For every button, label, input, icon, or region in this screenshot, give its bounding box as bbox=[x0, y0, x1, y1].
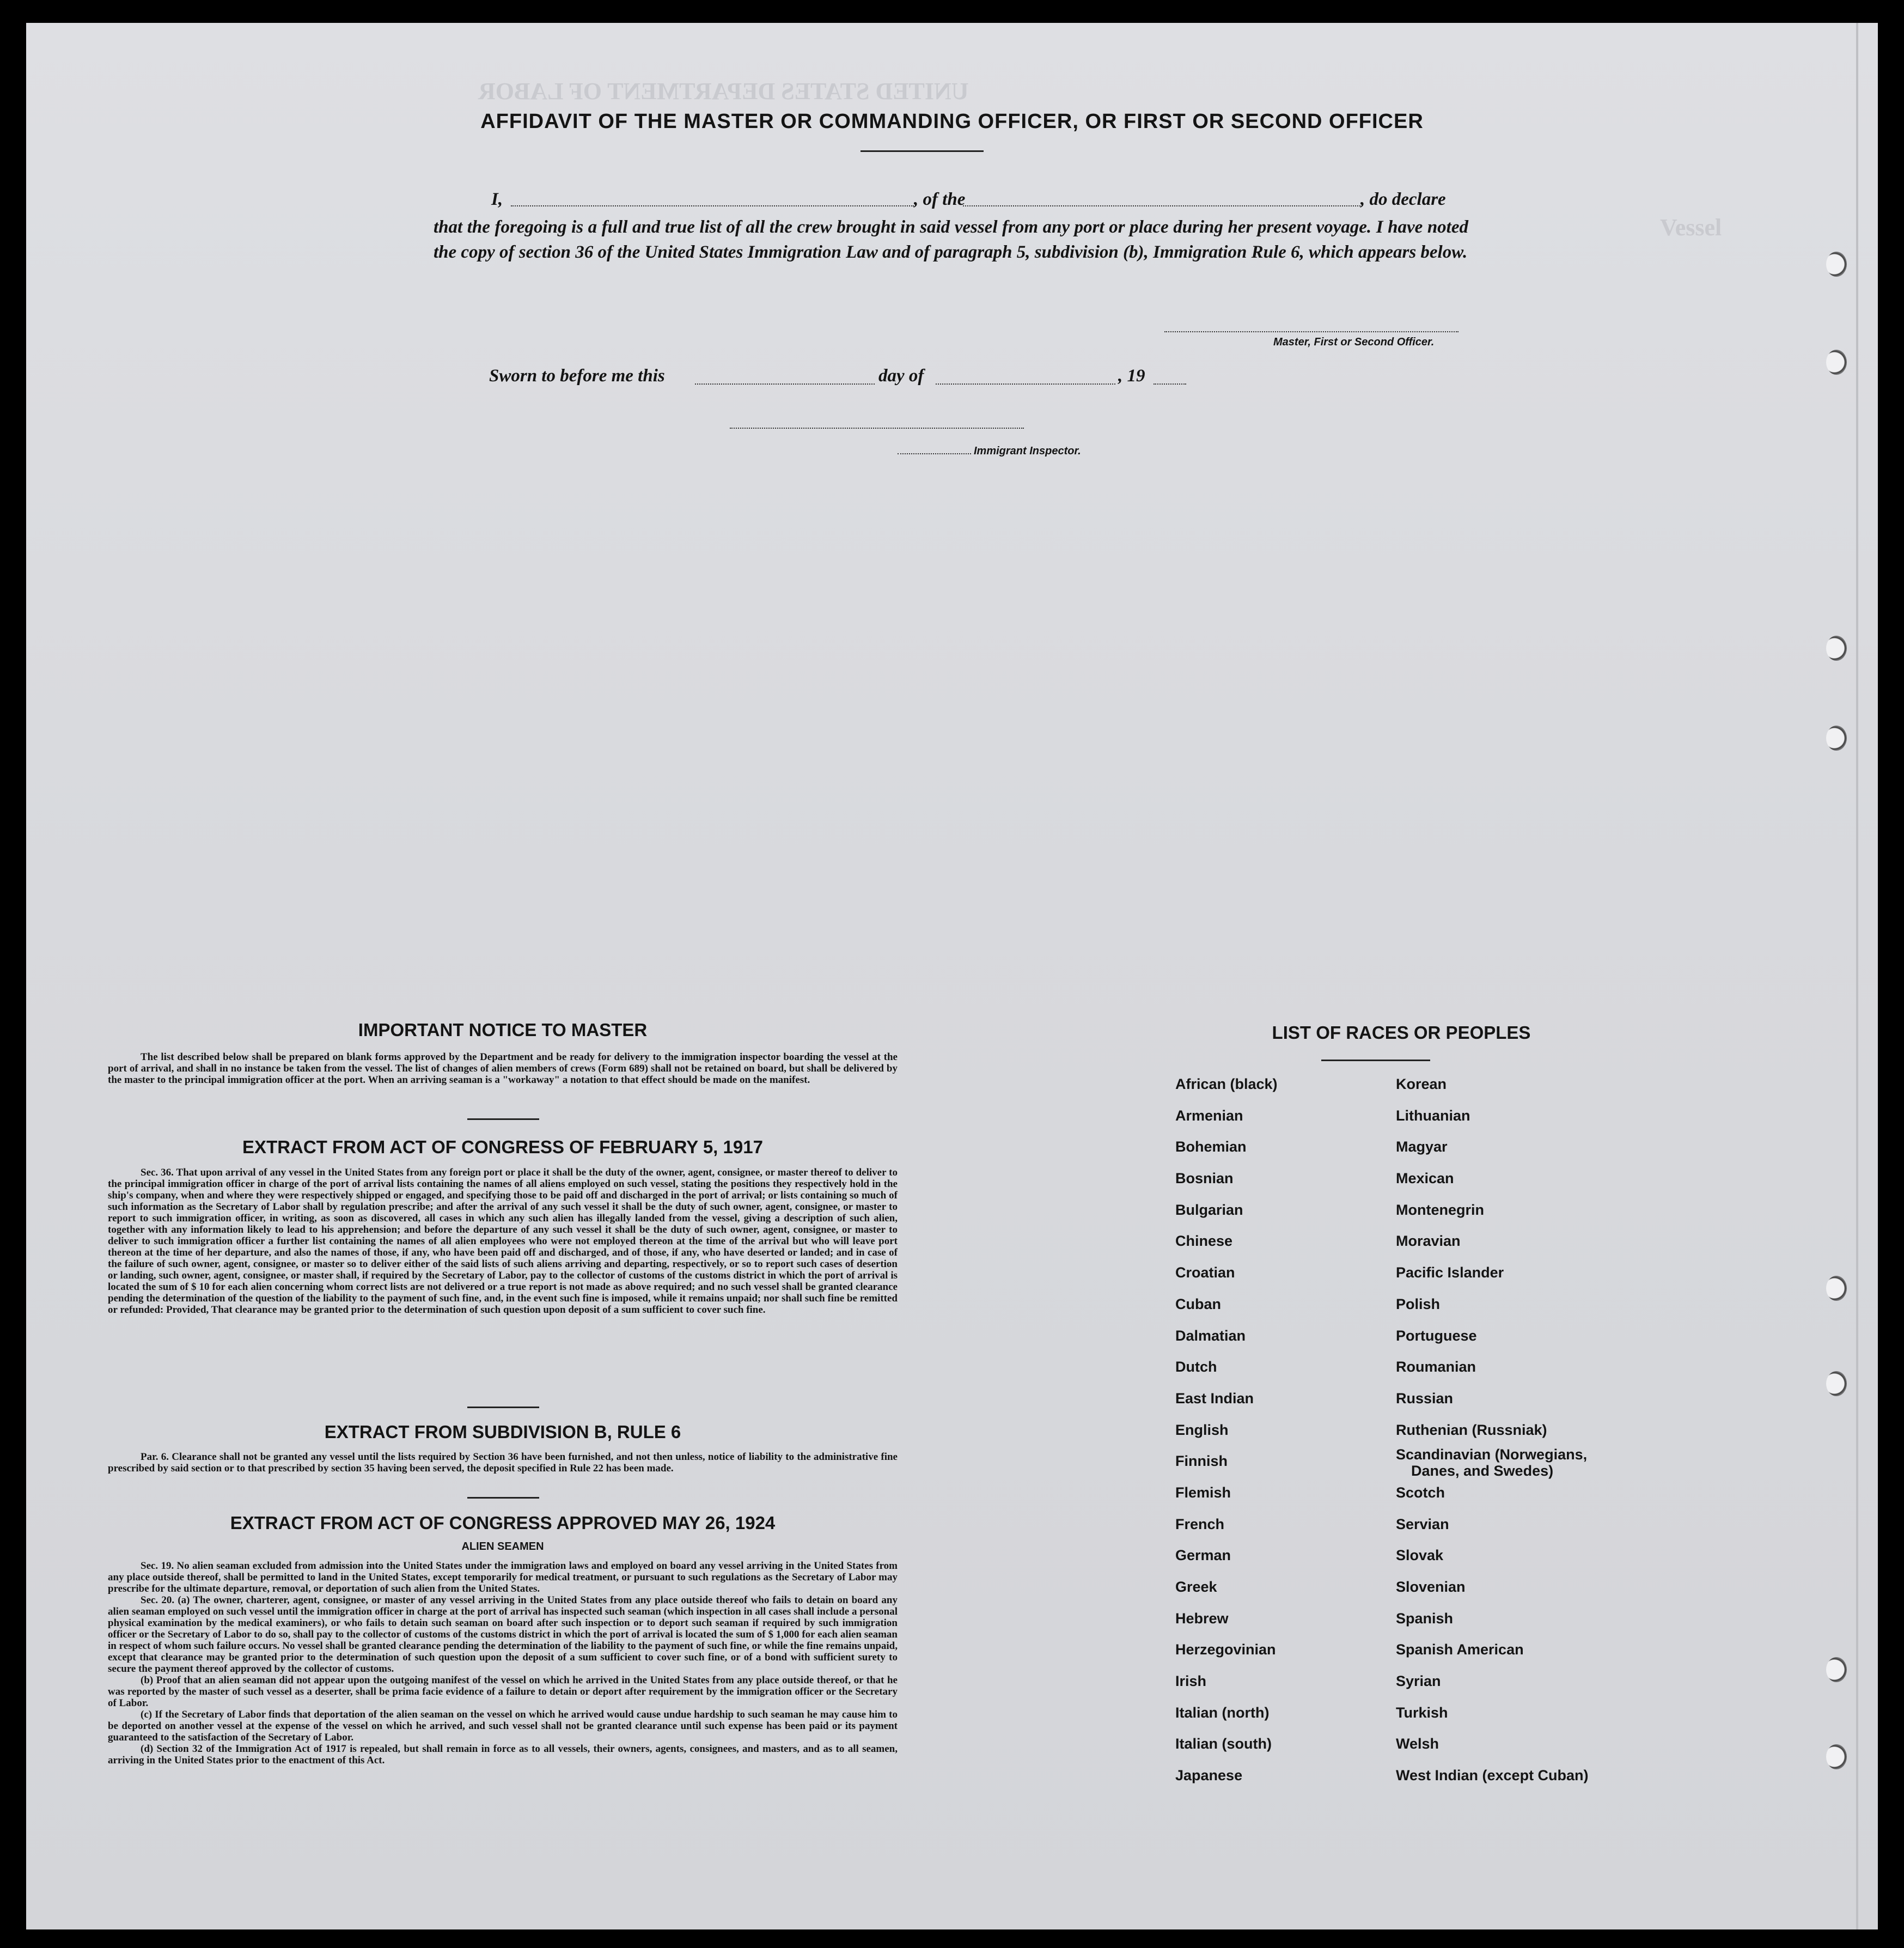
list-item: Irish bbox=[1175, 1673, 1207, 1690]
list-item bbox=[1175, 1799, 1393, 1830]
punch-hole bbox=[1826, 1657, 1847, 1682]
list-item: Portuguese bbox=[1396, 1327, 1477, 1344]
list-item: Syrian bbox=[1396, 1673, 1441, 1690]
list-item: Finnish bbox=[1175, 1453, 1228, 1470]
affidavit-title: AFFIDAVIT OF THE MASTER OR COMMANDING OFFICER, OR FIRST OR SECOND OFFICER bbox=[480, 110, 1424, 133]
name-blank[interactable] bbox=[511, 205, 914, 206]
list-item: Hebrew bbox=[1175, 1610, 1229, 1627]
list-item: Croatian bbox=[1175, 1264, 1235, 1281]
punch-hole bbox=[1826, 252, 1847, 277]
list-item: Herzegovinian bbox=[1175, 1641, 1276, 1658]
races-column-left bbox=[1175, 1076, 1393, 1830]
list-item: Korean bbox=[1396, 1076, 1447, 1092]
punch-hole bbox=[1826, 350, 1847, 375]
extract-1924-title: EXTRACT FROM ACT OF CONGRESS APPROVED MAY 26, 1924 bbox=[230, 1513, 776, 1533]
list-item: Magyar bbox=[1396, 1139, 1448, 1155]
divider bbox=[467, 1497, 539, 1499]
title-underline bbox=[861, 150, 984, 152]
list-item: Turkish bbox=[1396, 1704, 1448, 1721]
rule6-title: EXTRACT FROM SUBDIVISION B, RULE 6 bbox=[324, 1422, 681, 1442]
list-item: Mexican bbox=[1396, 1170, 1454, 1187]
sworn-line: Sworn to before me this bbox=[489, 366, 665, 386]
list-item: Dutch bbox=[1175, 1359, 1217, 1375]
list-item: Bohemian bbox=[1175, 1139, 1247, 1155]
inspector-signature-line[interactable] bbox=[730, 428, 1024, 429]
list-item: Servian bbox=[1396, 1515, 1449, 1532]
list-item bbox=[1396, 1799, 1614, 1830]
list-item: Lithuanian bbox=[1396, 1107, 1470, 1124]
rule6-text: Par. 6. Clearance shall not be granted any vessel until the lists required by Section 36 have been furnished, and not then unless, notice of liability to the administrative fine prescribed by said section or to that prescribed by section 35 having been served, the deposit specified in Rule 22 has been made. bbox=[108, 1451, 898, 1474]
list-item: Slovak bbox=[1396, 1547, 1444, 1564]
inspector-label: Immigrant Inspector. bbox=[974, 445, 1081, 457]
list-item: Spanish bbox=[1396, 1610, 1454, 1627]
divider bbox=[467, 1407, 539, 1408]
list-item: French bbox=[1175, 1515, 1225, 1532]
punch-hole bbox=[1826, 1276, 1847, 1301]
list-item: English bbox=[1175, 1421, 1229, 1438]
alien-seamen-subhead: ALIEN SEAMEN bbox=[461, 1541, 544, 1553]
bleed-through-text: Vessel bbox=[1660, 214, 1722, 241]
list-item: Chinese bbox=[1175, 1233, 1233, 1250]
list-item: Montenegrin bbox=[1396, 1201, 1484, 1218]
punch-hole bbox=[1826, 726, 1847, 751]
sworn-year-blank[interactable] bbox=[1154, 383, 1186, 385]
sworn-month-blank[interactable] bbox=[936, 383, 1115, 385]
extract-1917-title: EXTRACT FROM ACT OF CONGRESS OF FEBRUARY 5, 1917 bbox=[242, 1137, 763, 1157]
master-signature-line[interactable] bbox=[1164, 331, 1458, 332]
divider bbox=[467, 1118, 539, 1120]
notice-title: IMPORTANT NOTICE TO MASTER bbox=[358, 1020, 648, 1040]
list-item: Spanish American bbox=[1396, 1641, 1524, 1658]
list-item: Bulgarian bbox=[1175, 1201, 1243, 1218]
list-item: Scandinavian (Norwegians, Danes, and Swedes) bbox=[1396, 1446, 1588, 1480]
extract-1917-text: Sec. 36. That upon arrival of any vessel in the United States from any foreign port or place it shall be the duty of the owner, agent, consignee, or master thereof to deliver to the principal immigration officer in charge of the port of arrival lists containing the names of all aliens employed on such vessel, stating the positions they respectively hold in the ship's company, when and where they were respectively shipped or engaged, and specifying those to be paid off and discharged in the port of arrival; or lists containing so much of such information as the Secretary of Labor shall by regulation prescribe; and after the arrival of any such vessel it shall be the duty of such owner, agent, consignee, or master to report to such immigration officer, in writing, as soon as discovered, all cases in which any such alien has illegally landed from the vessel, giving a description of such alien, together with any information likely to lead to his apprehension; and before the departure of any such vessel it shall be the duty of such owner, agent, consignee, or master to deliver to such immigration officer a further list containing the names of all alien employees who were not employed thereon at the time of the arrival but who will leave port thereon at the time of her departure, and also the names of those, if any, who have been paid off and discharged, and of those, if any, who have deserted or landed; and in case of the failure of such owner, agent, consignee, or master so to deliver either of the said lists of such aliens arriving and departing, respectively, or so to report such cases of desertion or landing, such owner, agent, consignee, or master shall, if required by the Secretary of Labor, pay to the collector of customs of the customs district in which the port of arrival is located the sum of $ 10 for each alien concerning whom correct lists are not delivered or a true report is not made as above required; and no such vessel shall be granted clearance pending the determination of the question of the liability to the payment of such fine, and, in the event such fine is imposed, while it remains unpaid; nor shall such fine be remitted or refunded: Provided, That clearance may be granted prior to the determination of such question upon deposit of a sum sufficient to cover such fine. bbox=[108, 1167, 898, 1316]
sworn-day-blank[interactable] bbox=[695, 383, 875, 385]
punch-hole bbox=[1826, 1371, 1847, 1396]
races-title: LIST OF RACES OR PEOPLES bbox=[1272, 1022, 1531, 1043]
list-item: Moravian bbox=[1396, 1233, 1461, 1250]
list-item: West Indian (except Cuban) bbox=[1396, 1767, 1589, 1784]
list-item: Cuban bbox=[1175, 1295, 1221, 1312]
races-underline bbox=[1321, 1060, 1430, 1061]
bleed-through-text: UNITED STATES DEPARTMENT OF LABOR bbox=[478, 78, 969, 105]
list-item: Bosnian bbox=[1175, 1170, 1234, 1187]
affidavit-statement: that the foregoing is a full and true list of all the crew brought in said vessel from any port or place during her present voyage. I have noted the copy of section 36 of the United States Immigration Law and of paragraph 5, subdivision (b), Immigration Rule 6, which appears below. bbox=[434, 217, 1468, 262]
list-item: Flemish bbox=[1175, 1484, 1231, 1501]
notice-text: The list described below shall be prepared on blank forms approved by the Department and be ready for delivery to the immigration inspector boarding the vessel at the port of arrival, and shall in no instance be taken from the vessel. The list of changes of alien members of crews (Form 689) shall not be retained on board, but shall be delivered by the master to the principal immigration officer at the port. When an arriving seaman is a "workaway" a notation to that effect should be made on the manifest. bbox=[108, 1051, 898, 1086]
list-item: Polish bbox=[1396, 1295, 1441, 1312]
list-item: Italian (south) bbox=[1175, 1736, 1272, 1752]
list-item: East Indian bbox=[1175, 1390, 1254, 1407]
list-item: African (black) bbox=[1175, 1076, 1278, 1092]
punch-hole bbox=[1826, 636, 1847, 661]
page-edge-line bbox=[1856, 23, 1858, 1929]
races-column-right bbox=[1396, 1076, 1614, 1830]
list-item: Italian (north) bbox=[1175, 1704, 1270, 1721]
extract-1924-text: Sec. 19. No alien seaman excluded from admission into the United States under the immigration laws and employed on board any vessel arriving in the United States from any place outside thereof, shall be permitted to land in the United States, except temporarily for medical treatment, or pursuant to such regulations as the Secretary of Labor may prescribe for the ultimate departure, removal, or deportation of such alien from the United States. Sec. 20. (a) The owner, charterer, agent, consignee, or master of any vessel arriving in the United States from any place outside thereof who fails to detain on board any alien seaman employed on such vessel until the immigration officer in charge at the port of arrival has inspected such seaman (which inspection in all cases shall include a personal physical examination by the medical examiners), or who fails to detain such seaman on board after such inspection or to deport such seaman if required by such immigration officer or the Secretary of Labor to do so, shall pay to the collector of customs of the customs district in which the port of arrival is located the sum of $ 1,000 for each alien seaman in respect of whom such failure occurs. No vessel shall be granted clearance pending the determination of the liability to the payment of such fine, or while the fine remains unpaid, except that clearance may be granted prior to the determination of such question upon the deposit of a sum sufficient to cover such fine, or of a bond with sufficient surety to secure the payment thereof approved by the collector of customs. (b) Proof that an alien seaman did not appear upon the outgoing manifest of the vessel on which he arrived in the United States from any place outside thereof, or that he was reported by the master of such vessel as a deserter, shall be prima facie evidence of a failure to detain or deport after requirement by the immigration officer or the Secretary of Labor. (c) If the Secretary of Labor finds that deportation of the alien seaman on the vessel on which he arrived would cause undue hardship to such seaman he may cause him to be deported on another vessel at the expense of the vessel on which he arrived, and such vessel shall not be granted clearance until such expense has been paid or its payment guaranteed to the satisfaction of the Secretary of Labor. (d) Section 32 of the Immigration Act of 1917 is repealed, but shall remain in force as to all vessels, their owners, agents, consignees, and masters, and as to all seamen, arriving in the United States prior to the enactment of this Act. bbox=[108, 1560, 898, 1766]
list-item: Scotch bbox=[1396, 1484, 1445, 1501]
list-item: Roumanian bbox=[1396, 1359, 1476, 1375]
list-item: Slovenian bbox=[1396, 1579, 1466, 1595]
vessel-blank[interactable] bbox=[963, 205, 1360, 206]
list-item: Russian bbox=[1396, 1390, 1454, 1407]
list-item: Greek bbox=[1175, 1579, 1217, 1595]
manifest-page: UNITED STATES DEPARTMENT OF LABOR Vessel AFFIDAVIT OF THE MASTER OR COMMANDING OFFICER, OR FIRST OR SECOND OFFICER I, , of the , do declare that the foregoing is a full and true list of all the crew brought in said vessel from any port or place during her present voyage. I have noted the copy of section 36 of the United States Immigration Law and of paragraph 5, subdivision (b), Immigration Rule 6, which appears below. Master, First or Second Officer. Sworn to before me this day of , 19 Immigrant Inspector. IMPORTANT NOTICE TO MASTER The list described below shall be prepared on blank forms approved by the Department and be ready for delivery to the immigration inspector boarding the vessel at the port of arrival, and shall in no instance be taken from the vessel. The list of changes of alien members of crews (Form 689) shall not be retained on board, but shall be delivered by the master to the principal immigration officer at the port. When an arriving seaman is a "workaway" a notation to that effect should be made on the manifest. EXTRACT FROM ACT OF CONGRESS OF FEBRUARY 5, 1917 Sec. 36. That upon arrival of any vessel in the United States from any foreign port or place it shall be the duty of the owner, agent, consignee, or master thereof to deliver to the principal immigration officer in charge of the port of arrival lists containing the names of all aliens employed on such vessel, stating the positions they respectively hold in the ship's company, when and where they were respectively shipped or engaged, and specifying those to be paid off and discharged in the port of arrival; or lists containing so much of such information as the Secretary of Labor shall by regulation prescribe; and after the arrival of any such vessel it shall be the duty of such owner, agent, consignee, or master to report to such immigration officer, in writing, as soon as discovered, all cases in which any such alien has illegally landed from the vessel, giving a description of such alien, together with any information likely to lead to his apprehension; and before the departure of any such vessel it shall be the duty of such owner, agent, consignee, or master to deliver to such immigration officer a further list containing the names of all alien employees who were not employed thereon at the time of the arrival but who will leave port thereon at the time of her departure, and also the names of those, if any, who have been paid off and discharged, and of those, if any, who have deserted or landed; and in case of the failure of such owner, agent, consignee, or master so to deliver either of the said lists of such aliens arriving and departing, respectively, or so to report such cases of desertion or landing, such owner, agent, consignee, or master shall, if required by the Secretary of Labor, pay to the collector of customs of the customs district in which the port of arrival is located the sum of $ 10 for each alien concerning whom correct lists are not delivered or a true report is not made as above required; and no such vessel shall be granted clearance pending the determination of the question of the liability to the payment of such fine, and, in the event such fine is imposed, while it remains unpaid; nor shall such fine be remitted or refunded: Provided, That clearance may be granted prior to the determination of such question upon deposit of a sum sufficient to cover such fine. EXTRACT FROM SUBDIVISION B, RULE 6 Par. 6. Clearance shall not be granted any vessel until the lists required by Section 36 have been furnished, and not then unless, notice of liability to the administrative fine prescribed by said section or to that prescribed by section 35 having been served, the deposit specified in Rule 22 has been made. EXTRACT FROM ACT OF CONGRESS APPROVED MAY 26, 1924 ALIEN SEAMEN Sec. 19. No alien seaman excluded from admission into the United States under the immigration laws and employed on board any vessel arriving in the United States from any place outside thereof, shall be permitted to land in the United States, except temporarily for medical treatment, or pursuant to such regulations as the Secretary of Labor may prescribe for the ultimate departure, removal, or deportation of such alien from the United States. Sec. 20. (a) The owner, charterer, agent, consignee, or master of any vessel arriving in the United States from any place outside thereof who fails to detain on board any alien seaman employed on such vessel until the immigration officer in charge at the port of arrival has inspected such seaman (which inspection in all cases shall include a personal physical examination by the medical examiners), or who fails to detain such seaman on board after such inspection or to deport such seaman if required by such immigration officer or the Secretary of Labor to do so, shall pay to the collector of customs of the customs district in which the port of arrival is located the sum of $ 1,000 for each alien seaman in respect of whom such failure occurs. No vessel shall be granted clearance pending the determination of the liability to the payment of such fine, or while the fine remains unpaid, except that clearance may be granted prior to the determination of such question upon the deposit of a sum sufficient to cover such fine, or of a bond with sufficient surety to secure the payment thereof approved by the collector of customs. (b) Proof that an alien seaman did not appear upon the outgoing manifest of the vessel on which he arrived in the United States from any place outside thereof, or that he was reported by the master of such vessel as a deserter, shall be prima facie evidence of a failure to detain or deport after requirement by the immigration officer or the Secretary of Labor. (c) If the Secretary of Labor finds that deportation of the alien seaman on the vessel on which he arrived would cause undue hardship to such seaman he may cause him to be deported on another vessel at the expense of the vessel on which he arrived, and such vessel shall not be granted clearance until such expense has been paid or its payment guaranteed to the satisfaction of the Secretary of Labor. (d) Section 32 of the Immigration Act of 1917 is repealed, but shall remain in force as to all vessels, their owners, agents, consignees, and masters, and as to all seamen, arriving in the United States prior to the enactment of this Act. LIST OF RACES OR PEOPLES African (black) Armenian Bohemian Bosnian Bulgarian Chinese Croatian Cuban Dalmatian Dutch East Indian English Finnish Flemish French German Greek Hebrew Herzegovinian Irish Italian (north) Italian (south) Japanese Korean Lithuanian Magyar Mexican Montenegrin Moravian Pacific Islander Polish Portuguese Roumanian Russian Ruthenian (Russniak) Scandinavian (Norwegians, Danes, and Swedes) Scotch Servian Slovak Slovenian Spanish Spanish American Syrian Turkish Welsh West Indian (except Cuban) bbox=[26, 23, 1878, 1929]
list-item: German bbox=[1175, 1547, 1231, 1564]
list-item: Pacific Islander bbox=[1396, 1264, 1504, 1281]
list-item: Welsh bbox=[1396, 1736, 1439, 1752]
master-signature-label: Master, First or Second Officer. bbox=[1273, 336, 1435, 348]
list-item: Armenian bbox=[1175, 1107, 1243, 1124]
punch-hole bbox=[1826, 1744, 1847, 1769]
list-item: Dalmatian bbox=[1175, 1327, 1246, 1344]
affidavit-first-line: I, bbox=[491, 190, 503, 209]
list-item: Ruthenian (Russniak) bbox=[1396, 1421, 1547, 1438]
list-item: Japanese bbox=[1175, 1767, 1243, 1784]
